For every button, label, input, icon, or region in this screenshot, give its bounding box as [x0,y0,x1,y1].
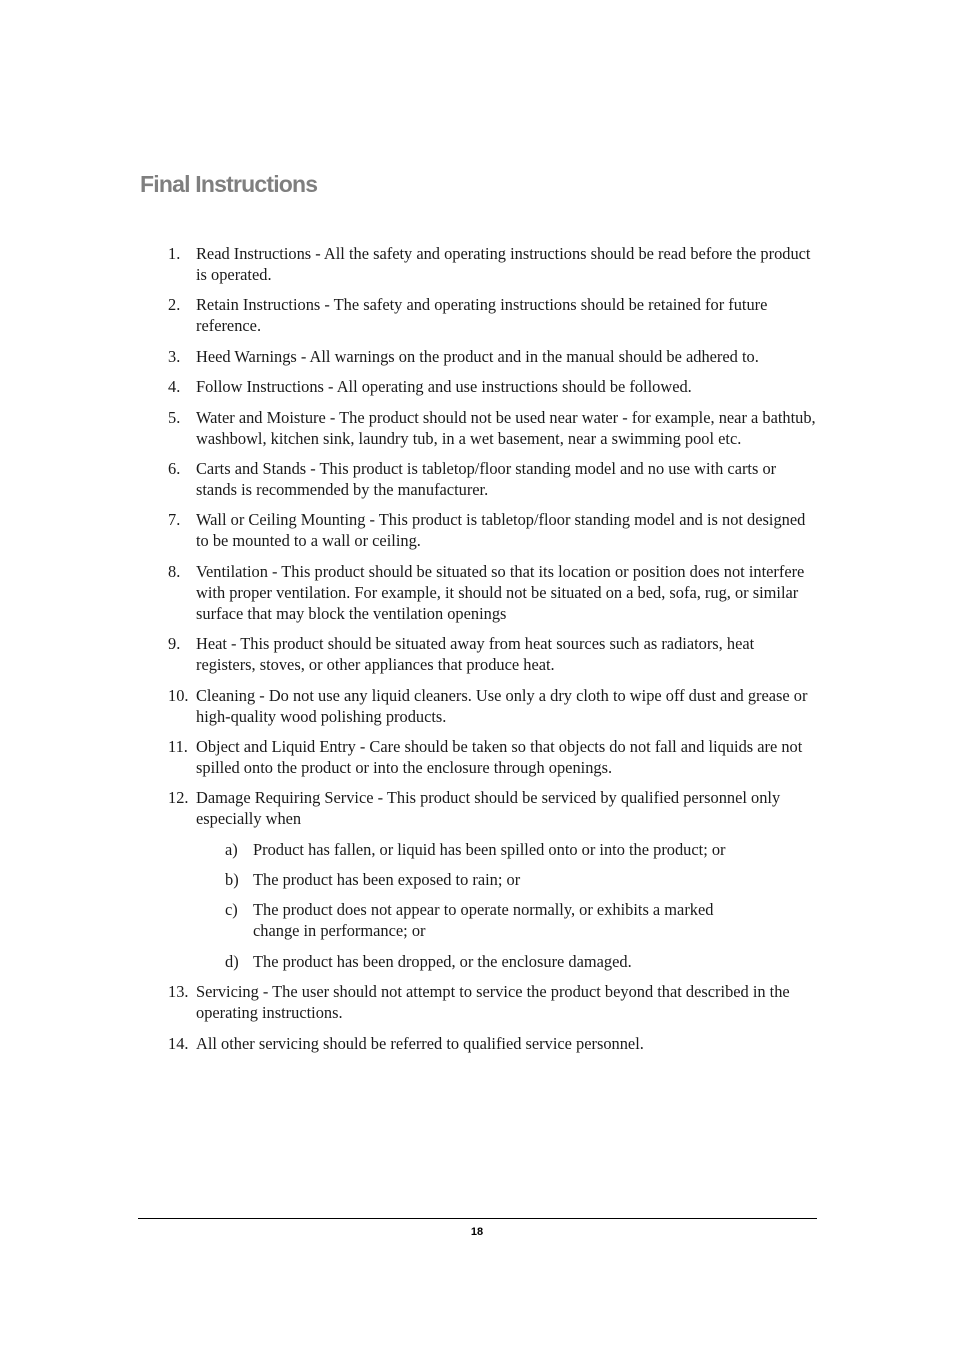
sub-item-label: c) [225,900,238,920]
item-text: Wall or Ceiling Mounting - This product is tabletop/floor standing model and is not designed to be mounted to a wall or ceiling. [196,510,806,551]
item-number: 1. [168,244,181,263]
list-item [0,294,816,336]
item-text: Carts and Stands - This product is tabletop/floor standing model and no use with carts or stands is recommended by the manufacturer. [196,458,777,499]
list-item [0,787,816,972]
item-number: 11. [168,736,188,756]
sub-list-item [196,899,763,941]
sub-list-item [196,951,763,972]
item-text: Retain Instructions - The safety and operating instructions should be retained for future reference. [196,295,768,336]
sub-list-item [196,839,763,860]
item-text: Cleaning - Do not use any liquid cleaners. Use only a dry cloth to wipe off dust and grease or high-quality wood polishing products. [196,685,808,726]
list-item [0,243,816,285]
item-number: 4. [168,377,181,397]
item-number: 12. [168,788,189,808]
item-number: 6. [168,458,181,478]
item-text: All other servicing should be referred to qualified service personnel. [196,1033,644,1053]
list-item [0,561,816,624]
item-number: 3. [168,346,181,366]
sub-list [196,839,816,972]
list-item [0,633,816,675]
item-text: Damage Requiring Service - This product should be serviced by qualified personnel only especially when [196,788,781,829]
sub-item-text: The product has been dropped, or the enclosure damaged. [253,951,632,971]
page-number: 18 [470,1226,484,1238]
item-text: Ventilation - This product should be situated so that its location or position does not interfere with proper ventilation. For example, it should not be situated on a bed, sofa, rug, or similar surface that may block the ventilation openings [196,561,805,623]
item-text: Water and Moisture - The product should not be used near water - for example, near a bathtub, washbowl, kitchen sink, laundry tub, in a wet basement, near a swimming pool etc. [196,407,816,448]
list-item [0,458,816,500]
item-text: Object and Liquid Entry - Care should be taken so that objects do not fall and liquids are not spilled onto the product or into the enclosure through openings. [196,736,803,777]
list-item [0,407,816,449]
item-number: 13. [168,982,189,1002]
item-number: 9. [168,634,181,654]
list-item [0,1033,816,1054]
item-number: 7. [168,510,181,530]
item-number: 8. [168,561,181,581]
footer-divider [138,1218,817,1219]
list-item [0,736,816,778]
page-title: Final Instructions [140,171,318,197]
item-number: 5. [168,407,181,427]
sub-item-label: d) [225,951,239,971]
item-text: Follow Instructions - All operating and use instructions should be followed. [196,377,692,397]
sub-item-text: The product does not appear to operate normally, or exhibits a marked change in performance; or [253,900,714,941]
item-text: Servicing - The user should not attempt to service the product beyond that described in the operating instructions. [196,982,790,1023]
item-number: 14. [168,1033,189,1053]
list-item [0,346,816,367]
sub-item-label: b) [225,870,239,890]
list-item [0,685,816,727]
list-item [0,981,816,1023]
sub-list-item [196,869,763,890]
list-item [0,509,816,551]
sub-item-text: The product has been exposed to rain; or [253,870,521,890]
instruction-list [0,243,954,1063]
item-number: 10. [168,685,189,705]
item-text: Heed Warnings - All warnings on the product and in the manual should be adhered to. [196,346,759,366]
item-text: Read Instructions - All the safety and operating instructions should be read before the product is operated. [196,244,811,284]
item-number: 2. [168,295,181,315]
item-text: Heat - This product should be situated away from heat sources such as radiators, heat registers, stoves, or other appliances that produce heat. [196,634,755,675]
list-item [0,376,816,397]
sub-item-text: Product has fallen, or liquid has been spilled onto or into the product; or [253,839,726,859]
sub-item-label: a) [225,839,238,859]
